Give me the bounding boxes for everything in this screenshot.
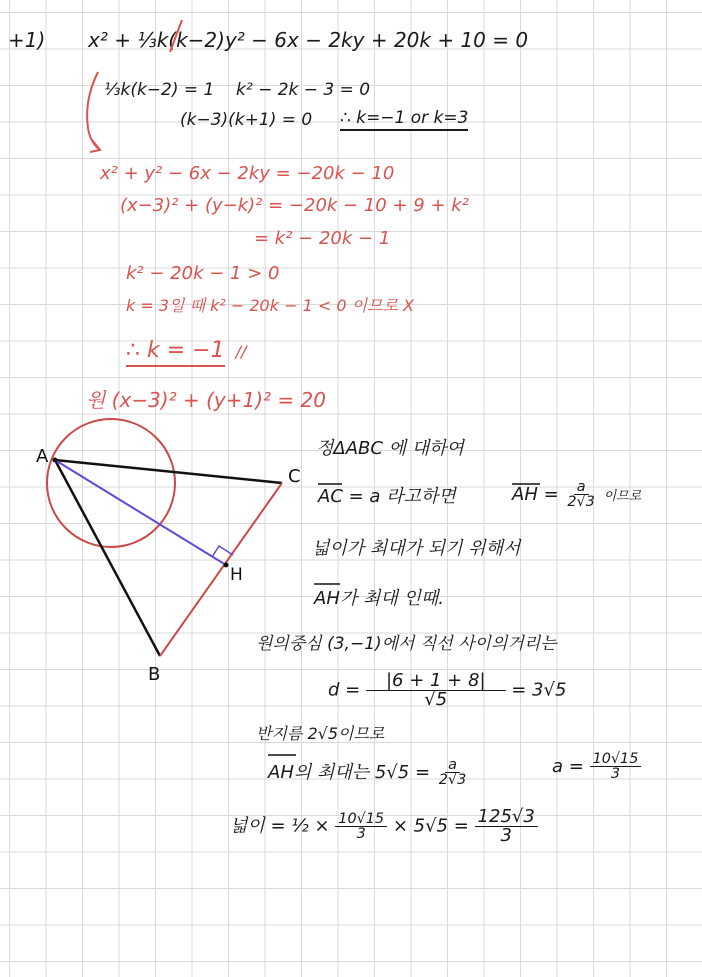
area-den-2: 3 <box>500 825 512 846</box>
ah-den: 2√3 <box>567 494 595 511</box>
a-num: 10√15 <box>590 752 642 767</box>
a-value <box>552 752 641 782</box>
radius-statement: 반지름 2√5이므로 <box>256 724 385 743</box>
step-expand: x² + y² − 6x − 2ky = −20k − 10 <box>100 163 395 184</box>
step-reject-k3: k = 3일 때 k² − 20k − 1 < 0 이므로 X <box>126 296 415 315</box>
area-fraction-1 <box>335 812 387 842</box>
k-candidates: ∴ k=−1 or k=3 <box>340 110 468 131</box>
a-den: 3 <box>610 766 621 783</box>
a-fraction <box>590 752 642 782</box>
distance-statement: 원의중심 (3,−1)에서 직선 사이의거리는 <box>256 634 557 654</box>
step-complete-square: (x−3)² + (y−k)² = −20k − 10 + 9 + k² <box>120 195 469 216</box>
side-BC <box>160 483 282 656</box>
max-area-condition: 넓이가 최대가 되기 위해서 <box>312 538 521 559</box>
label-C: C <box>288 466 301 487</box>
d-label: d = <box>328 679 361 701</box>
area-num-1: 10√15 <box>335 812 387 827</box>
problem-number: +1) <box>8 28 46 52</box>
circle-equation: 원 (x−3)² + (y+1)² = 20 <box>86 388 326 412</box>
ah-num: a <box>574 480 589 495</box>
label-B: B <box>148 664 161 685</box>
ah-max-num: a <box>445 758 460 773</box>
point-H <box>224 563 229 568</box>
ah-label: AH = <box>512 483 559 505</box>
distance-formula <box>328 672 566 709</box>
area-mid: × 5√5 = <box>392 815 469 837</box>
d-num: |6 + 1 + 8| <box>366 672 506 691</box>
a-label: a = <box>552 755 584 777</box>
area-label: 넓이 = ½ × <box>230 815 330 837</box>
area-den-1: 3 <box>356 826 366 842</box>
ac-definition: AC = a 라고하면 <box>318 486 456 507</box>
ah-fraction <box>564 480 597 510</box>
given-equation: x² + ⅓k(k−2)y² − 6x − 2ky + 20k + 10 = 0 <box>88 28 529 52</box>
d-result: = 3√5 <box>511 679 567 701</box>
k-result-text: ∴ k = −1 <box>126 338 225 367</box>
ah-max-value <box>268 758 469 788</box>
bracket-arrow <box>87 72 100 152</box>
ah-max-condition: AH가 최대 인때. <box>314 588 444 609</box>
ah-max-fraction <box>436 758 469 788</box>
ah-max-den: 2√3 <box>438 772 467 789</box>
ah-suffix: 이므로 <box>603 488 642 504</box>
area-num-2: 125√3 <box>475 808 538 827</box>
area-fraction-2 <box>475 808 538 845</box>
triangle-statement: 정ΔABC 에 대하여 <box>316 438 464 459</box>
side-AB <box>55 460 160 656</box>
area-formula <box>230 808 538 845</box>
d-fraction <box>366 672 506 709</box>
factored-equation: (k−3)(k+1) = 0 <box>180 110 313 130</box>
label-H: H <box>230 565 243 585</box>
quadratic-equation: k² − 2k − 3 = 0 <box>236 80 371 100</box>
strike-mark <box>170 20 182 52</box>
condition-line: ⅓k(k−2) = 1 <box>104 80 215 100</box>
step-simplify: = k² − 20k − 1 <box>254 228 391 249</box>
label-A: A <box>36 446 49 467</box>
d-den: √5 <box>424 689 448 710</box>
ah-max-text: AH의 최대는 5√5 = <box>268 761 431 783</box>
k-result-mark: // <box>235 342 247 361</box>
point-A <box>53 458 58 463</box>
step-radius-positive: k² − 20k − 1 > 0 <box>126 263 280 284</box>
side-AC <box>55 460 282 483</box>
ah-formula <box>512 480 641 510</box>
